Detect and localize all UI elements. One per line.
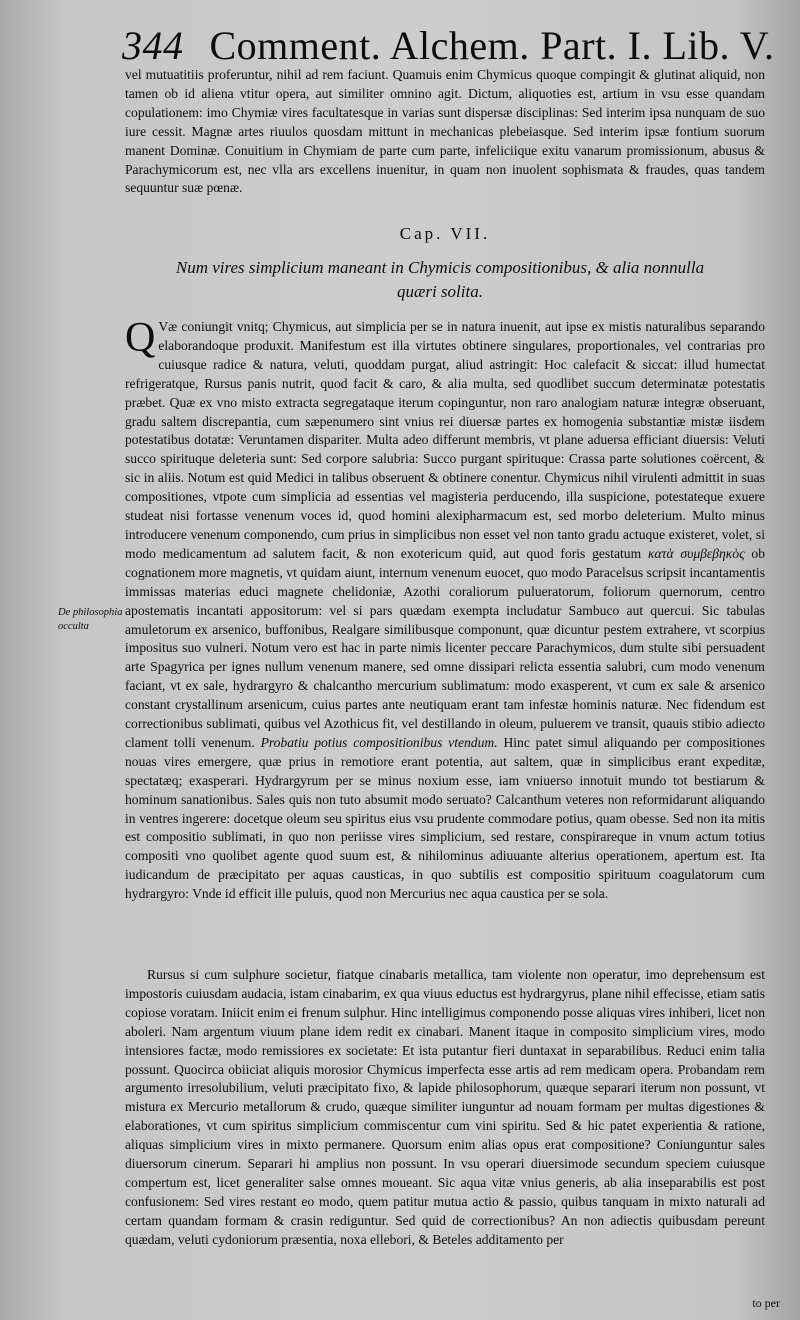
main-paragraph-part1: Væ coniungit vnitq; Chymicus, aut simplicia per se in natura inuenit, aut ipse ex mistis naturalibus separando elaborandoque produxit. Manifestum est illa virtutes obtinere singulares, proportionales, vel contrarias pro cuiusque radice & natura, veluti, quoddam purgat, aliud astringit: Hoc calefacit & siccat: illud humectat refrigeratque, Rursus panis nutrit, quod facit & caro, & alia multa, sed quodlibet succum determinatæ potestatis præbet. Quæ ex vno misto extracta segregataque iterum copinguntur, non raro analogiam naturæ integræ obseruant, gradu saltem discrepantia, cum sæpenumero sint vnius rei diuersæ partes ex homogenia substantiæ mistæ iisdem potestatibus dotatæ: Veruntamen dispariter. Multa adeo differunt membris, vt plane aduersa efficiant diuersis: Veluti succo spirituque deleteria sunt: Sed corpore salubria: Succo purgant spirituque: Crassa parte solutiones coërcent, & sic in aliis. Notum est quid Medici in talibus obseruent & obtinere conentur. Chymicus nihil virulenti admittit in suas compositiones, vtpote cum simplicia ad essentias vel magisteria perducendo, illa suspicione, potestateque exuere studeat nisi fortasse venenum voces id, quod homini alexipharmacum est, sed morbo deleterium. Multo minus introducere venenum componendo, cum prius in simplicibus non esset vel non tanto gradu actuque existeret, volet, si modo medicamentum ad salutem facit, & non exotericum quid, aut quod foris gestatum xyxy=(125,319,765,561)
rursus-paragraph-text: Rursus si cum sulphure societur, fiatque cinabaris metallica, tam violente non operatur, imo deprehensum est impostoris cuiusdam audacia, istam cinabarim, ex qua viuus eductus est hydrargyrus, plane nihil effecisse, etiam satis copiose voratam. Iniicit enim ei frenum sulphur. Hinc intelligimus componendo posse aliquas vires inhiberi, licet non aboleri. Nam argentum viuum plane idem redit ex cinabari. Manent itaque in composito simplicium vires, modo intensiores factæ, modo remissiores ex societate: Et ista putantur fieri duntaxat in separabilibus. Reduci enim talia possunt. Quocirca obiiciat aliquis morosior Chymicus imperfecta esse artis ad rem medicam opera. Probandam rem argumento irresolubilium, veluti præcipitato fixo, & lapide philosophorum, quæque separari iterum non possunt, vt mistura ex Mercurio metallorum & crudo, quæque similiter iunguntur ad nouam formam per multas digestiones & elaborationes, vt cum spiritus simplicium commiscentur cum vini spiritu. Sed & hic patet experientia & ratione, aliquas simplicium vires in mixto permanere. Quorsum enim alias opus erat compositione? Coniunguntur sales diuersorum cinerum. Separari hi amplius non possunt. In vsu operari diuersimode secundum speciem cuiusque compertum est, licet generaliter salse omnes moueant. Sic aqua vitæ vnius generis, ab alia inseparabilis est post confusionem: Sed vires restant eo modo, quem patitur mutua actio & passio, quibus tanquam in mixto naturali ad certam quandam formam & crasin rediguntur. Sed quid de correctionibus? An non adiectis quibusdam pereunt quædam, veluti cydoniorum præsentia, noxa ellebori, & Beteles additamento per xyxy=(125,967,765,1247)
main-paragraph-part3: Hinc patet simul aliquando per compositiones nouas vires emergere, quæ prius in remotiore erant potentia, aut saltem, quæ in simplicibus erant expeditæ, spectatæq; exasperari. Hydrargyrum per se minus noxium esse, iam vniuerso innotuit mundo tot bestiarum & hominum sanationibus. Sales quis non tuto absumit modo seruato? Calcanthum veteres non reformidarunt aliquando in ventres ingerere: docetque oleum seu spiritus eius vsu prudente commodare potius, quam obesse. Sed non ita mitis est compositio sublimati, in quo non periisse vires simplicium, sed restare, conspirareque in vnum actum totius compositi vno quolibet agente quod suum est, & nihilominus adiuuante alterius operationem, apertum est. Ita iudicandum de præcipitato per aquas causticas, in quo subtilis est compositio spirituum coagulatorum cum hydrargyro: Vnde id efficit ille puluis, quod non Mercurius nec aqua caustica per se sola. xyxy=(125,734,766,902)
chapter-label: Cap. VII. xyxy=(399,224,491,243)
main-paragraph xyxy=(125,315,766,904)
drop-cap: Q xyxy=(125,315,156,361)
main-paragraph-part2: ob cognationem more magnetis, vt quidam aiunt, internum venenum euocet, quo modo Paracelsus scripsit incantamentis immissas materias educi magnete chelidoniæ, Azothi coraliorum pulueratorum, foliorum quernorum, centro apostematis incantati appositorum: vel si pars quædam exempta includatur Sambuco aut quercui. Sic tabulas amuletorum ex arsenico, buffonibus, Realgare similibusque componunt, quæ dicuntur pestem extrahere, vt scorpius impositus suo vulneri. Notum vero est hac in parte nimis licenter peccare Parachymicos, dum stulte sibi persuadent arte Spagyrica per ignes nullum venenum manere, sed omne dissipari relicta essentia salubri, cum modo venenum faciant, vt ex sale, hydrargyro & chalcantho mercurium sublimatum: modo exasperent, vt cum ex sale & arsenico constant crystallinum arsenicum, cuius partes ante neutiquam erant tam infestæ hominis naturæ. Nec fidendum est correctionibus sublimati, quibus vel Azothicus fit, vel destillando in oleum, puluerem ve transit, quauis stibio adiecto clament tolli venenum. xyxy=(125,545,765,750)
running-title: Comment. Alchem. Part. I. Lib. V. xyxy=(209,23,775,68)
margin-note: De philosophia occulta xyxy=(58,607,123,632)
top-paragraph: vel mutuatitiis proferuntur, nihil ad rem faciunt. Quamuis enim Chymicus quoque compingit & glutinat aliquid, non tamen ob id aliena vtitur opera, aut similiter omnino agit. Dictum, aliquoties est, artium in vsu esse quandam copulationem: imo Chymiæ vires facultatesque in varias sunt dispersæ disciplinas: Sed interim ipsa nunquam de suo iure cessit. Magnæ artes riuulos quosdam mittunt in mechanicas plebeiasque. Sed interim ipsæ fontium suorum manent Dominæ. Conuitium in Chymiam de parte cum parte, infeliciique exitu vanarum promissionum, abusus & Parachymicorum est, nec vlla ars excellens inuenitur, in quam non inuolent sophismata & fraudes, quas tandem sequuntur suæ pœnæ. xyxy=(125,67,765,196)
italic-phrase: Probatiu potius compositionibus vtendum. xyxy=(260,734,498,750)
greek-phrase: κατὰ συμβεβηκὸς xyxy=(647,545,745,561)
catchword: to per xyxy=(752,1296,780,1310)
running-head xyxy=(122,22,782,70)
chapter-title: Num vires simplicium maneant in Chymicis compositionibus, & alia nonnulla quæri solita. xyxy=(175,258,705,301)
rursus-paragraph xyxy=(125,966,765,1250)
page-number: 344 xyxy=(122,23,184,68)
